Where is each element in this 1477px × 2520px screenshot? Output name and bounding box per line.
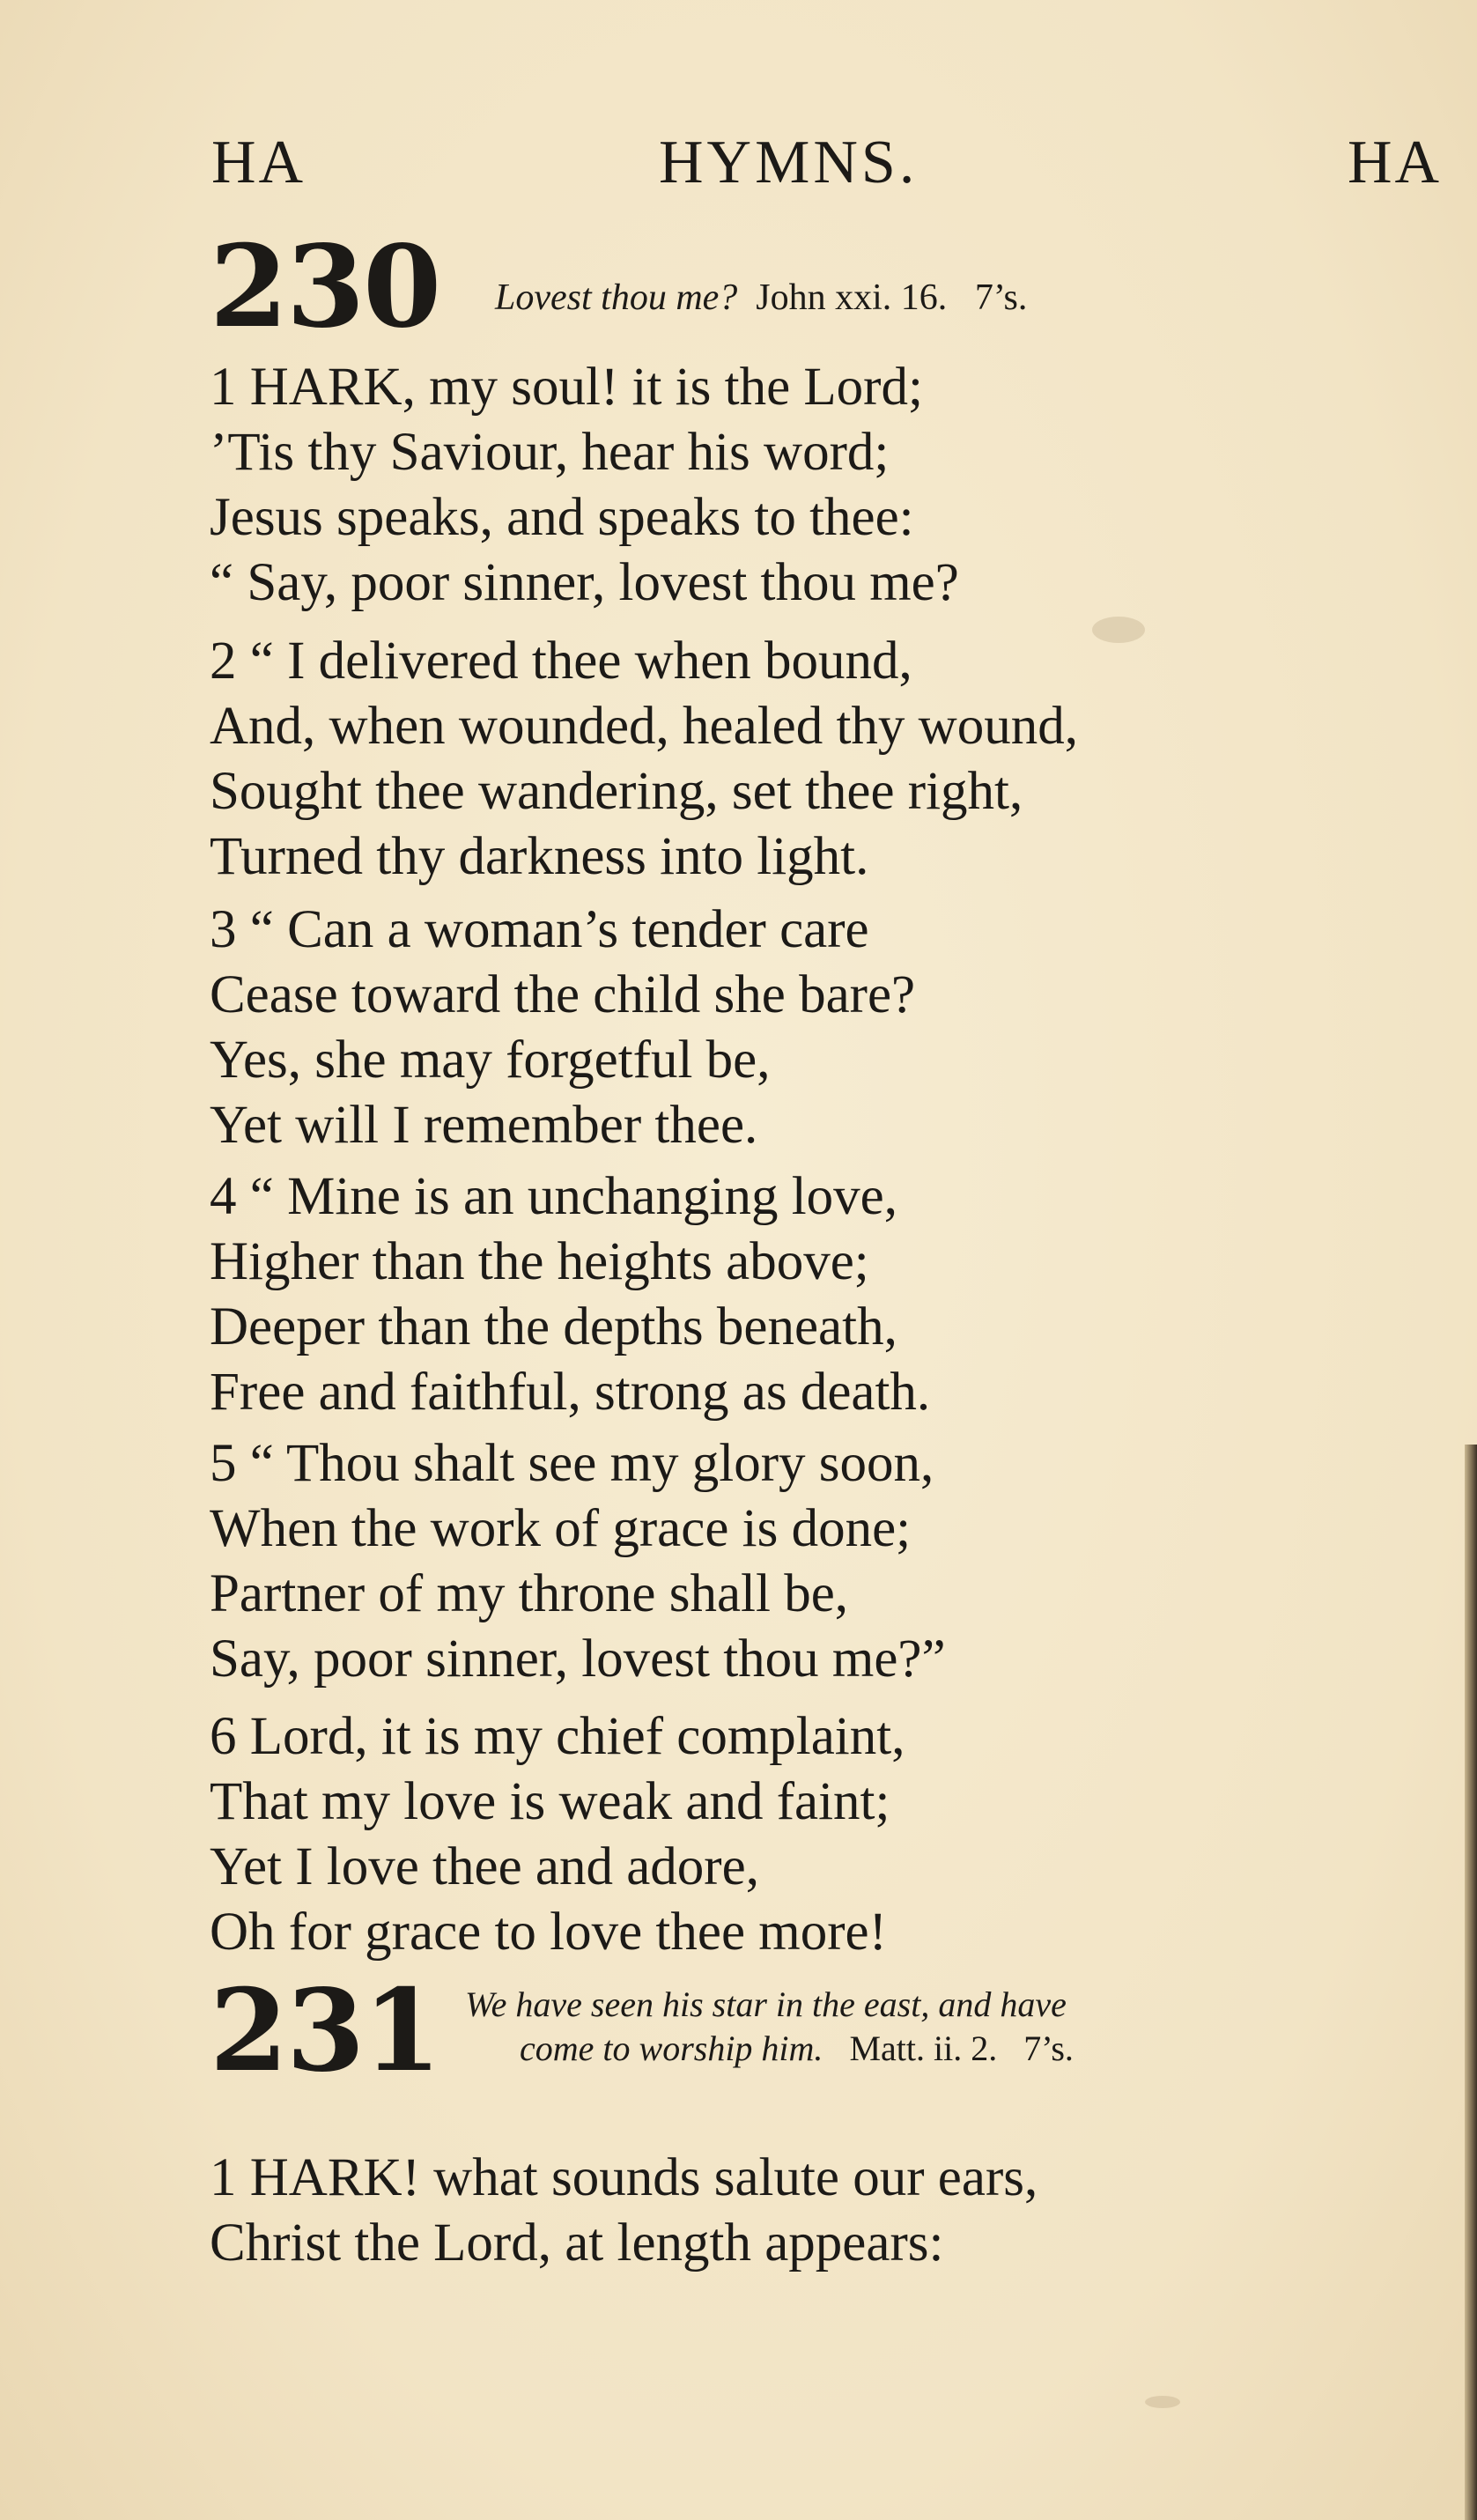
verse-line: Yet I love thee and adore, (210, 1837, 759, 1896)
verse-line: 6 Lord, it is my chief complaint, (210, 1707, 905, 1766)
verse-line: Turned thy darkness into light. (210, 827, 869, 886)
verse-line: 3 “ Can a woman’s tender care (210, 900, 869, 959)
verse-line: ’Tis thy Saviour, hear his word; (210, 423, 890, 482)
verse-line: Higher than the heights above; (210, 1232, 869, 1291)
running-head (0, 128, 1477, 207)
running-head-title: HYMNS. (659, 129, 919, 196)
verse-line: Partner of my throne shall be, (210, 1564, 849, 1623)
verse-3 (210, 898, 915, 1158)
running-head-right: HA (1348, 129, 1443, 196)
hymn-231-subtitle-text-1: We have seen his star in the east, and have (465, 1984, 1067, 2024)
verse-6 (210, 1704, 905, 1965)
verse-line: Deeper than the depths beneath, (210, 1297, 897, 1356)
verse-line: 1 HARK, my soul! it is the Lord; (210, 358, 923, 417)
verse-line: 2 “ I delivered thee when bound, (210, 632, 912, 691)
hymn-number: 231 (210, 1965, 440, 2097)
hymn-231-reference: Matt. ii. 2. (849, 2029, 998, 2068)
paper-stain (1092, 617, 1145, 643)
hymn-230-reference: John xxi. 16. (756, 277, 948, 318)
hymn-231-verse-1 (210, 2146, 1038, 2276)
verse-line: Yes, she may forgetful be, (210, 1031, 771, 1090)
hymn-231-header (210, 1965, 1443, 2098)
verse-line: 4 “ Mine is an unchanging love, (210, 1167, 897, 1226)
verse-line: Oh for grace to love thee more! (210, 1903, 887, 1962)
page-edge-shadow (1465, 1445, 1477, 2520)
verse-line: 5 “ Thou shalt see my glory soon, (210, 1434, 934, 1493)
hymn-231-subtitle-line1 (465, 1984, 1067, 2025)
verse-line: Free and faithful, strong as death. (210, 1363, 931, 1422)
hymn-231-subtitle-text-2: come to worship him. (520, 2029, 823, 2068)
hymn-230-header (210, 221, 1355, 354)
verse-line: When the work of grace is done; (210, 1499, 912, 1558)
hymn-230-subtitle-text: Lovest thou me? (495, 277, 738, 318)
paper-stain (1145, 2396, 1180, 2408)
hymn-230-meter: 7’s. (974, 277, 1028, 318)
hymn-231-subtitle-line2 (520, 2028, 1074, 2069)
verse-line: Yet will I remember thee. (210, 1096, 758, 1155)
verse-line: “ Say, poor sinner, lovest thou me? (210, 553, 959, 612)
verse-4 (210, 1164, 930, 1425)
verse-2 (210, 629, 1078, 890)
verse-line: And, when wounded, healed thy wound, (210, 697, 1078, 756)
verse-line: Jesus speaks, and speaks to thee: (210, 488, 914, 547)
hymn-231-meter: 7’s. (1023, 2029, 1074, 2068)
running-head-left: HA (211, 129, 306, 196)
verse-5 (210, 1431, 946, 1692)
hymn-230-subtitle (495, 277, 1027, 319)
verse-line: Sought thee wandering, set thee right, (210, 762, 1023, 821)
hymn-number: 230 (210, 221, 440, 353)
verse-line: That my love is weak and faint; (210, 1772, 890, 1831)
verse-line: Cease toward the child she bare? (210, 965, 916, 1024)
verse-line: 1 HARK! what sounds salute our ears, (210, 2148, 1038, 2207)
verse-1 (210, 355, 959, 616)
verse-line: Say, poor sinner, lovest thou me?” (210, 1630, 946, 1689)
verse-line: Christ the Lord, at length appears: (210, 2213, 944, 2272)
